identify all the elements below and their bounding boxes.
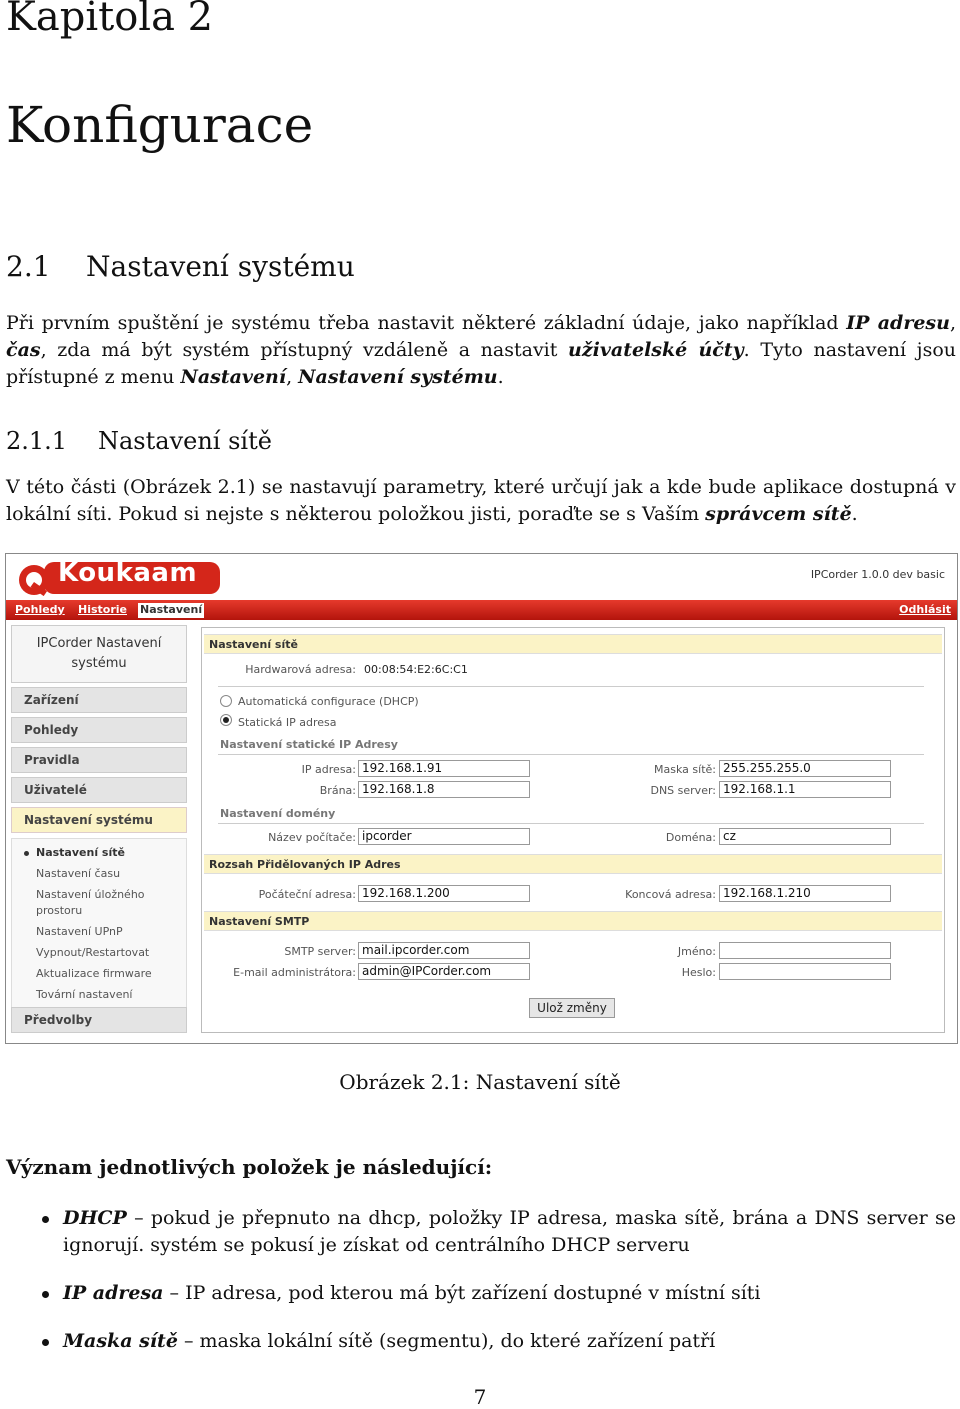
ip-label: IP adresa: [301,763,356,776]
smtp-password-input[interactable] [719,963,891,980]
version-label: IPCorder 1.0.0 dev basic [810,568,945,581]
submenu-item[interactable]: Nastavení času [36,867,121,880]
admin-email-label: E-mail administrátora: [233,966,356,979]
intro-term: Nastavení systému [298,366,498,388]
meaning-heading: Význam jednotlivých položek je následující: [6,1155,493,1179]
domain-input[interactable]: cz [719,828,891,845]
list-item [6,1328,956,1358]
intro-text: . [497,366,504,388]
panel-title: Nastavení sítě [204,634,942,654]
smtp-server-input[interactable]: mail.ipcorder.com [358,942,530,959]
sidebar-item-predvolby[interactable]: Předvolby [11,1007,187,1033]
submenu-item[interactable]: Nastavení UPnP [36,925,123,938]
sidebar-item-zarizeni[interactable]: Zařízení [11,687,187,713]
list-item-term: IP adresa [63,1282,164,1304]
list-item [6,1280,956,1310]
nav-bar [6,600,957,620]
list-item [6,1205,956,1261]
sidebar-title-line: systému [71,656,127,671]
subsection-title: Nastavení sítě [98,427,272,455]
subpara-text: . [851,503,858,525]
mask-label: Maska sítě: [654,763,716,776]
list-item-term: DHCP [63,1207,127,1229]
smtp-user-input[interactable] [719,942,891,959]
logo-text: Koukaam [58,558,198,588]
range-start-label: Počáteční adresa: [258,888,356,901]
smtp-user-label: Jméno: [677,945,716,958]
gateway-input[interactable]: 192.168.1.8 [358,781,530,798]
static-ip-group-title: Nastavení statické IP Adresy [220,738,398,751]
divider [218,754,924,755]
page-number: 7 [473,1385,487,1409]
intro-term: čas [6,339,41,361]
dns-input[interactable]: 192.168.1.1 [719,781,891,798]
intro-text: . Tyto nastavení jsou přístupné z menu [6,339,956,388]
current-bullet-icon [24,851,29,856]
submenu-item[interactable]: Aktualizace firmware [36,967,152,980]
admin-email-input[interactable]: admin@IPCorder.com [358,963,530,980]
sidebar-item-uzivatele[interactable]: Uživatelé [11,777,187,803]
section-title: Nastavení systému [86,250,355,283]
chapter-title: Konfigurace [6,96,314,154]
mask-input[interactable]: 255.255.255.0 [719,760,891,777]
smtp-band: Nastavení SMTP [204,911,942,931]
sidebar-item-nastaveni-systemu[interactable]: Nastavení systému [11,807,187,833]
static-ip-radio[interactable] [220,714,232,726]
divider [218,823,924,824]
hostname-input[interactable]: ipcorder [358,828,530,845]
tab-historie[interactable]: Historie [78,603,127,616]
figure-screenshot [5,553,958,1044]
subsection-paragraph [6,474,956,528]
list-item-text [63,1328,956,1355]
settings-panel [201,627,945,1033]
tab-pohledy[interactable]: Pohledy [15,603,65,616]
intro-term: Nastavení [180,366,287,388]
list-item-text [63,1280,956,1307]
list-item-text [63,1205,956,1259]
range-end-input[interactable]: 192.168.1.210 [719,885,891,902]
bullet-icon [42,1291,49,1298]
subsection-heading [6,427,272,455]
dns-label: DNS server: [650,784,716,797]
bullet-icon [42,1339,49,1346]
intro-text: , zda má být systém přístupný vzdáleně a nastavit [40,339,569,361]
list-item-desc: – maska lokální sítě (segmentu), do které zařízení patří [177,1330,716,1352]
sidebar-title [11,625,187,683]
subpara-text: V této části (Obrázek 2.1) se nastavují parametry, které určují jak a kde bude aplikace dostupná v lokální síti. Pokud si nejste s některou položkou jisti, poraďte se s Vaším [6,476,956,525]
logout-link[interactable]: Odhlásit [899,603,951,616]
smtp-password-label: Heslo: [681,966,716,979]
hw-address-label: Hardwarová adresa: [245,663,356,676]
submenu-item[interactable]: Nastavení úložného prostoru [36,888,145,917]
intro-term: uživatelské účty [568,339,744,361]
save-button[interactable]: Ulož změny [529,998,615,1018]
bullet-icon [42,1216,49,1223]
sidebar-item-pravidla[interactable]: Pravidla [11,747,187,773]
intro-text: , [286,366,299,388]
static-ip-label: Statická IP adresa [238,716,337,729]
list-item-term: Maska sítě [63,1330,178,1352]
gateway-label: Brána: [319,784,356,797]
divider [218,686,924,687]
hostname-label: Název počítače: [268,831,356,844]
hw-address-value: 00:08:54:E2:6C:C1 [364,663,468,676]
intro-term: IP adresu [846,312,950,334]
subsection-number: 2.1.1 [6,427,68,455]
ip-input[interactable]: 192.168.1.91 [358,760,530,777]
intro-paragraph [6,310,956,391]
dhcp-label: Automatická configurace (DHCP) [238,695,419,708]
domain-label: Doména: [665,831,716,844]
submenu-item[interactable]: Vypnout/Restartovat [36,946,150,959]
submenu-item[interactable]: Nastavení sítě [36,846,125,859]
submenu [11,838,187,1024]
list-item-desc: – IP adresa, pod kterou má být zařízení dostupné v místní síti [163,1282,761,1304]
range-end-label: Koncová adresa: [625,888,716,901]
tab-nastaveni[interactable]: Nastavení [140,603,203,616]
app-header [6,554,957,600]
section-number: 2.1 [6,250,51,283]
range-band: Rozsah Přidělovaných IP Adres [204,854,942,874]
intro-text: , [949,312,956,334]
smtp-server-label: SMTP server: [284,945,356,958]
range-start-input[interactable]: 192.168.1.200 [358,885,530,902]
submenu-item[interactable]: Tovární nastavení [36,988,133,1001]
sidebar-title-line: IPCorder Nastavení [36,636,162,651]
sidebar-item-pohledy[interactable]: Pohledy [11,717,187,743]
subpara-term: správcem sítě [705,503,852,525]
dhcp-radio[interactable] [220,695,232,707]
figure-caption: Obrázek 2.1: Nastavení sítě [339,1070,621,1094]
intro-text: Při prvním spuštění je systému třeba nastavit některé základní údaje, jako například [6,312,847,334]
section-heading [6,250,355,283]
list-item-desc: – pokud je přepnuto na dhcp, položky IP adresa, maska sítě, brána a DNS server se ignorují. systém se pokusí je získat od centrálního DHCP serveru [63,1207,956,1256]
domain-group-title: Nastavení domény [220,807,336,820]
chapter-label: Kapitola 2 [6,0,214,40]
